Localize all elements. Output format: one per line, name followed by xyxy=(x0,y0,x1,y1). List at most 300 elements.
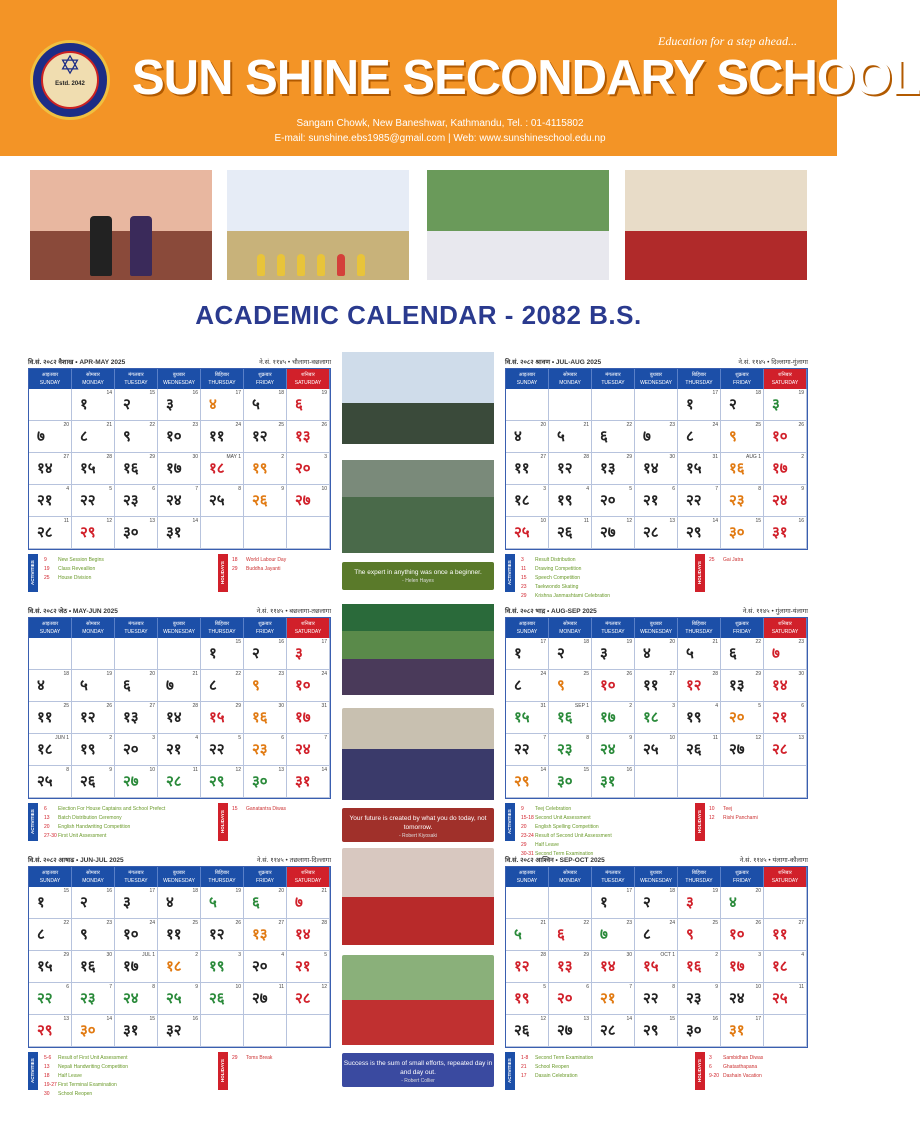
day-cell[interactable] xyxy=(549,919,592,951)
day-cell[interactable] xyxy=(764,389,807,421)
day-cell[interactable] xyxy=(287,670,330,702)
day-cell[interactable] xyxy=(764,919,807,951)
day-number-np: ३१ xyxy=(772,523,788,541)
day-cell[interactable] xyxy=(678,983,721,1015)
day-cell[interactable] xyxy=(721,1015,764,1047)
day-number-np: २१ xyxy=(37,491,53,509)
day-cell[interactable] xyxy=(764,983,807,1015)
day-cell[interactable] xyxy=(287,638,330,670)
day-cell[interactable] xyxy=(287,766,330,798)
day-cell[interactable] xyxy=(506,919,549,951)
day-cell[interactable] xyxy=(721,983,764,1015)
day-cell[interactable] xyxy=(158,702,201,734)
day-cell[interactable] xyxy=(721,485,764,517)
day-number-np: १६ xyxy=(729,459,745,477)
day-cell[interactable] xyxy=(158,887,201,919)
day-cell[interactable] xyxy=(244,766,287,798)
day-cell[interactable] xyxy=(721,734,764,766)
day-cell[interactable] xyxy=(635,670,678,702)
day-number-np: १७ xyxy=(772,459,788,477)
day-cell[interactable] xyxy=(115,517,158,549)
day-cell[interactable] xyxy=(287,951,330,983)
day-cell[interactable] xyxy=(244,887,287,919)
day-cell[interactable] xyxy=(592,517,635,549)
day-cell[interactable] xyxy=(287,887,330,919)
day-cell[interactable] xyxy=(549,983,592,1015)
day-cell[interactable] xyxy=(244,983,287,1015)
day-number-en: 10 xyxy=(321,486,327,492)
day-cell[interactable] xyxy=(201,983,244,1015)
day-cell[interactable] xyxy=(678,1015,721,1047)
day-cell[interactable] xyxy=(635,517,678,549)
day-cell[interactable] xyxy=(115,919,158,951)
day-number-np: ७ xyxy=(600,925,608,943)
day-cell[interactable] xyxy=(29,734,72,766)
day-cell[interactable] xyxy=(678,670,721,702)
holiday-list xyxy=(232,1054,332,1063)
activity-list xyxy=(521,556,691,601)
day-number-np: ११ xyxy=(514,459,530,477)
day-number-en: 2 xyxy=(629,703,632,709)
holiday-list xyxy=(709,805,809,823)
weekday-label xyxy=(549,618,592,638)
day-number-en: 23 xyxy=(192,422,198,428)
day-cell[interactable] xyxy=(72,517,115,549)
empty-day-cell xyxy=(72,638,115,670)
day-cell[interactable] xyxy=(201,919,244,951)
day-cell[interactable] xyxy=(678,485,721,517)
weekday-label xyxy=(244,867,287,887)
month-grid xyxy=(28,368,331,550)
day-cell[interactable] xyxy=(201,389,244,421)
day-cell[interactable] xyxy=(764,734,807,766)
day-cell[interactable] xyxy=(721,421,764,453)
day-cell[interactable] xyxy=(506,766,549,798)
empty-day-cell xyxy=(549,389,592,421)
weekday-label xyxy=(201,867,244,887)
day-cell[interactable] xyxy=(201,421,244,453)
holiday-text: Buddha Jayanti xyxy=(246,566,281,572)
day-number-en: 22 xyxy=(755,639,761,645)
week-row xyxy=(506,951,807,983)
activity-text: Dasain Celebration xyxy=(535,1073,578,1079)
holiday-text: Dashain Vacation xyxy=(723,1073,762,1079)
day-cell[interactable] xyxy=(244,919,287,951)
day-cell[interactable] xyxy=(592,453,635,485)
day-number-np: ८ xyxy=(209,676,217,694)
day-cell[interactable] xyxy=(72,485,115,517)
day-cell[interactable] xyxy=(287,453,330,485)
day-cell[interactable] xyxy=(158,453,201,485)
day-number-np: १३ xyxy=(729,676,745,694)
day-number-np: २ xyxy=(123,395,131,413)
day-cell[interactable] xyxy=(506,638,549,670)
day-cell[interactable] xyxy=(244,702,287,734)
day-number-en: 29 xyxy=(583,952,589,958)
day-cell[interactable] xyxy=(678,734,721,766)
day-cell[interactable] xyxy=(592,670,635,702)
day-cell[interactable] xyxy=(506,1015,549,1047)
holiday-text: Sambidhan Diwas xyxy=(723,1055,764,1061)
day-cell[interactable] xyxy=(201,453,244,485)
day-cell[interactable] xyxy=(764,638,807,670)
day-cell[interactable] xyxy=(29,702,72,734)
day-cell[interactable] xyxy=(201,485,244,517)
day-cell[interactable] xyxy=(72,702,115,734)
day-cell[interactable] xyxy=(158,919,201,951)
month-header xyxy=(505,852,808,866)
day-cell[interactable] xyxy=(158,389,201,421)
day-cell[interactable] xyxy=(244,670,287,702)
day-cell[interactable] xyxy=(115,983,158,1015)
day-cell[interactable] xyxy=(635,734,678,766)
day-cell[interactable] xyxy=(72,453,115,485)
activity-date: 17 xyxy=(521,1073,527,1079)
day-cell[interactable] xyxy=(72,734,115,766)
day-cell[interactable] xyxy=(29,421,72,453)
day-number-np: १८ xyxy=(37,740,53,758)
day-number-np: १७ xyxy=(166,459,182,477)
day-cell[interactable] xyxy=(592,421,635,453)
month-title: वि.सं. २०८२ जेठ • MAY-JUN 2025 xyxy=(28,608,118,615)
day-cell[interactable] xyxy=(287,919,330,951)
week-row xyxy=(29,734,330,766)
holiday-item xyxy=(232,565,332,574)
day-cell[interactable] xyxy=(678,389,721,421)
week-row xyxy=(29,766,330,798)
day-cell[interactable] xyxy=(29,1015,72,1047)
day-cell[interactable] xyxy=(506,983,549,1015)
day-cell[interactable] xyxy=(29,485,72,517)
day-number-en: 2 xyxy=(715,952,718,958)
day-cell[interactable] xyxy=(592,1015,635,1047)
day-cell[interactable] xyxy=(635,485,678,517)
day-cell[interactable] xyxy=(72,919,115,951)
day-cell[interactable] xyxy=(549,766,592,798)
activity-text: Result of First Unit Assessment xyxy=(58,1055,128,1061)
day-number-np: १२ xyxy=(209,925,225,943)
day-cell[interactable] xyxy=(764,670,807,702)
day-number-en: 6 xyxy=(672,486,675,492)
day-cell[interactable] xyxy=(72,1015,115,1047)
day-cell[interactable] xyxy=(549,1015,592,1047)
weekday-en: WEDNESDAY xyxy=(640,878,672,884)
day-cell[interactable] xyxy=(506,951,549,983)
day-cell[interactable] xyxy=(244,485,287,517)
day-number-np: १४ xyxy=(772,676,788,694)
day-cell[interactable] xyxy=(29,887,72,919)
weekday-np: आइतबार xyxy=(41,372,59,378)
day-cell[interactable] xyxy=(115,421,158,453)
day-number-en: 11 xyxy=(712,735,718,741)
day-cell[interactable] xyxy=(592,638,635,670)
day-cell[interactable] xyxy=(721,670,764,702)
day-cell[interactable] xyxy=(72,983,115,1015)
day-number-en: 10 xyxy=(235,984,241,990)
day-cell[interactable] xyxy=(506,670,549,702)
day-cell[interactable] xyxy=(244,951,287,983)
day-cell[interactable] xyxy=(635,919,678,951)
day-number-en: 19 xyxy=(712,888,718,894)
day-cell[interactable] xyxy=(29,453,72,485)
day-cell[interactable] xyxy=(592,485,635,517)
day-cell[interactable] xyxy=(115,766,158,798)
day-cell[interactable] xyxy=(721,517,764,549)
day-cell[interactable] xyxy=(287,983,330,1015)
activity-date: 15 xyxy=(521,575,527,581)
day-number-en: 30 xyxy=(278,703,284,709)
day-cell[interactable] xyxy=(158,517,201,549)
day-number-np: ८ xyxy=(686,427,694,445)
day-cell[interactable] xyxy=(72,389,115,421)
day-cell[interactable] xyxy=(29,951,72,983)
day-cell[interactable] xyxy=(201,734,244,766)
day-cell[interactable] xyxy=(29,670,72,702)
day-cell[interactable] xyxy=(678,638,721,670)
day-cell[interactable] xyxy=(592,919,635,951)
day-cell[interactable] xyxy=(244,389,287,421)
day-cell[interactable] xyxy=(764,485,807,517)
day-cell[interactable] xyxy=(287,389,330,421)
day-cell[interactable] xyxy=(287,485,330,517)
day-number-en: 15 xyxy=(669,1016,675,1022)
day-cell[interactable] xyxy=(635,887,678,919)
weekday-np: शुक्रबार xyxy=(735,870,749,876)
day-cell[interactable] xyxy=(244,638,287,670)
day-cell[interactable] xyxy=(592,702,635,734)
day-cell[interactable] xyxy=(549,638,592,670)
day-cell[interactable] xyxy=(721,389,764,421)
day-cell[interactable] xyxy=(201,638,244,670)
day-cell[interactable] xyxy=(592,734,635,766)
day-cell[interactable] xyxy=(764,453,807,485)
day-cell[interactable] xyxy=(29,517,72,549)
day-cell[interactable] xyxy=(721,638,764,670)
day-number-np: ३१ xyxy=(600,772,616,790)
holiday-list xyxy=(709,556,809,565)
weekday-np: शुक्रबार xyxy=(258,870,272,876)
day-cell[interactable] xyxy=(549,421,592,453)
week-row xyxy=(506,517,807,549)
day-cell[interactable] xyxy=(635,1015,678,1047)
day-cell[interactable] xyxy=(549,485,592,517)
day-cell[interactable] xyxy=(115,951,158,983)
weekday-np: बुधबार xyxy=(172,621,186,627)
day-cell[interactable] xyxy=(592,766,635,798)
day-cell[interactable] xyxy=(635,702,678,734)
day-cell[interactable] xyxy=(287,702,330,734)
day-cell[interactable] xyxy=(201,951,244,983)
day-cell[interactable] xyxy=(592,983,635,1015)
day-number-en: 15 xyxy=(149,390,155,396)
day-cell[interactable] xyxy=(549,453,592,485)
day-cell[interactable] xyxy=(678,919,721,951)
day-cell[interactable] xyxy=(506,702,549,734)
weekday-np: बुधबार xyxy=(649,621,663,627)
day-cell[interactable] xyxy=(287,734,330,766)
day-number-np: २५ xyxy=(772,989,788,1007)
day-number-en: 21 xyxy=(583,422,589,428)
day-cell[interactable] xyxy=(115,670,158,702)
day-cell[interactable] xyxy=(678,951,721,983)
day-cell[interactable] xyxy=(201,670,244,702)
day-cell[interactable] xyxy=(506,453,549,485)
month-grid xyxy=(28,617,331,799)
day-cell[interactable] xyxy=(635,951,678,983)
month-calendar xyxy=(505,354,808,541)
day-number-np: १९ xyxy=(514,989,530,1007)
day-cell[interactable] xyxy=(721,919,764,951)
day-cell[interactable] xyxy=(244,734,287,766)
day-cell[interactable] xyxy=(678,702,721,734)
day-number-en: 16 xyxy=(712,1016,718,1022)
day-cell[interactable] xyxy=(721,951,764,983)
day-number-np: ७ xyxy=(166,676,174,694)
day-cell[interactable] xyxy=(244,421,287,453)
day-cell[interactable] xyxy=(201,702,244,734)
holiday-date: 12 xyxy=(709,815,715,821)
activity-date: 23 xyxy=(521,584,527,590)
day-cell[interactable] xyxy=(158,983,201,1015)
day-cell[interactable] xyxy=(635,983,678,1015)
day-cell[interactable] xyxy=(721,702,764,734)
day-number-np: ३ xyxy=(600,644,608,662)
month-title: वि.सं. २०८२ वैशाख • APR-MAY 2025 xyxy=(28,359,126,366)
day-number-np: २७ xyxy=(600,523,616,541)
day-cell[interactable] xyxy=(764,421,807,453)
day-cell[interactable] xyxy=(201,887,244,919)
day-cell[interactable] xyxy=(549,670,592,702)
day-number-en: 15 xyxy=(149,1016,155,1022)
day-cell[interactable] xyxy=(115,1015,158,1047)
activity-text: Half Leave xyxy=(535,842,559,848)
activity-text: Teej Celebration xyxy=(535,806,572,812)
day-cell[interactable] xyxy=(158,766,201,798)
weekday-np: आइतबार xyxy=(518,621,536,627)
day-number-en: 17 xyxy=(321,639,327,645)
activity-text: Class Reveallion xyxy=(58,566,96,572)
holiday-item xyxy=(709,1072,809,1081)
activity-item xyxy=(44,814,214,823)
day-cell[interactable] xyxy=(764,951,807,983)
weekday-np: बिहिबार xyxy=(214,870,230,876)
day-cell[interactable] xyxy=(721,887,764,919)
day-cell[interactable] xyxy=(158,1015,201,1047)
day-cell[interactable] xyxy=(115,485,158,517)
day-cell[interactable] xyxy=(764,702,807,734)
day-cell[interactable] xyxy=(158,485,201,517)
day-number-en: 27 xyxy=(63,454,69,460)
day-cell[interactable] xyxy=(678,453,721,485)
day-cell[interactable] xyxy=(72,670,115,702)
day-cell[interactable] xyxy=(158,951,201,983)
day-cell[interactable] xyxy=(721,453,764,485)
day-number-np: २३ xyxy=(80,989,96,1007)
day-cell[interactable] xyxy=(72,421,115,453)
day-number-np: ४ xyxy=(166,893,174,911)
day-cell[interactable] xyxy=(72,887,115,919)
day-cell[interactable] xyxy=(29,983,72,1015)
day-number-en: MAY 1 xyxy=(226,454,241,460)
day-number-np: २७ xyxy=(729,740,745,758)
day-cell[interactable] xyxy=(635,453,678,485)
day-number-en: 8 xyxy=(758,486,761,492)
day-cell[interactable] xyxy=(158,670,201,702)
day-number-np: १८ xyxy=(643,708,659,726)
day-cell[interactable] xyxy=(506,517,549,549)
day-number-np: २१ xyxy=(600,989,616,1007)
day-cell[interactable] xyxy=(115,887,158,919)
day-cell[interactable] xyxy=(635,638,678,670)
weekday-en: MONDAY xyxy=(559,380,581,386)
day-number-np: २५ xyxy=(37,772,53,790)
day-cell[interactable] xyxy=(244,453,287,485)
day-cell[interactable] xyxy=(287,421,330,453)
day-number-np: ३ xyxy=(123,893,131,911)
day-cell[interactable] xyxy=(635,421,678,453)
day-cell[interactable] xyxy=(549,702,592,734)
day-cell[interactable] xyxy=(764,517,807,549)
day-cell[interactable] xyxy=(549,517,592,549)
day-cell[interactable] xyxy=(506,485,549,517)
day-number-np: ३ xyxy=(295,644,303,662)
day-cell[interactable] xyxy=(29,766,72,798)
day-cell[interactable] xyxy=(158,734,201,766)
day-number-np: २२ xyxy=(80,491,96,509)
day-cell[interactable] xyxy=(549,734,592,766)
day-cell[interactable] xyxy=(678,887,721,919)
day-cell[interactable] xyxy=(115,389,158,421)
day-cell[interactable] xyxy=(72,766,115,798)
day-cell[interactable] xyxy=(115,702,158,734)
day-cell[interactable] xyxy=(506,734,549,766)
day-number-en: 20 xyxy=(755,888,761,894)
page-header xyxy=(0,0,920,156)
week-row xyxy=(506,638,807,670)
day-cell[interactable] xyxy=(678,517,721,549)
day-cell[interactable] xyxy=(506,421,549,453)
day-number-en: 14 xyxy=(626,1016,632,1022)
day-number-np: २ xyxy=(80,893,88,911)
day-number-en: 9 xyxy=(715,984,718,990)
day-number-np: २७ xyxy=(295,491,311,509)
day-number-np: २२ xyxy=(209,740,225,758)
day-cell[interactable] xyxy=(29,919,72,951)
week-row xyxy=(29,638,330,670)
weekday-np: आइतबार xyxy=(41,621,59,627)
day-number-np: १३ xyxy=(600,459,616,477)
day-cell[interactable] xyxy=(158,421,201,453)
day-cell[interactable] xyxy=(678,421,721,453)
day-number-np: १८ xyxy=(209,459,225,477)
day-number-en: 23 xyxy=(798,639,804,645)
day-number-en: 12 xyxy=(321,984,327,990)
activity-item xyxy=(521,805,691,814)
day-cell[interactable] xyxy=(592,887,635,919)
school-address xyxy=(200,116,680,146)
day-cell[interactable] xyxy=(115,453,158,485)
day-cell[interactable] xyxy=(201,766,244,798)
day-cell[interactable] xyxy=(592,951,635,983)
activities-label: ACTIVITIES xyxy=(505,803,515,841)
empty-day-cell xyxy=(244,517,287,549)
day-number-np: ४ xyxy=(729,893,737,911)
day-cell[interactable] xyxy=(115,734,158,766)
day-cell[interactable] xyxy=(72,951,115,983)
day-number-np: २९ xyxy=(643,1021,659,1039)
day-number-np: ८ xyxy=(80,427,88,445)
day-cell[interactable] xyxy=(549,951,592,983)
